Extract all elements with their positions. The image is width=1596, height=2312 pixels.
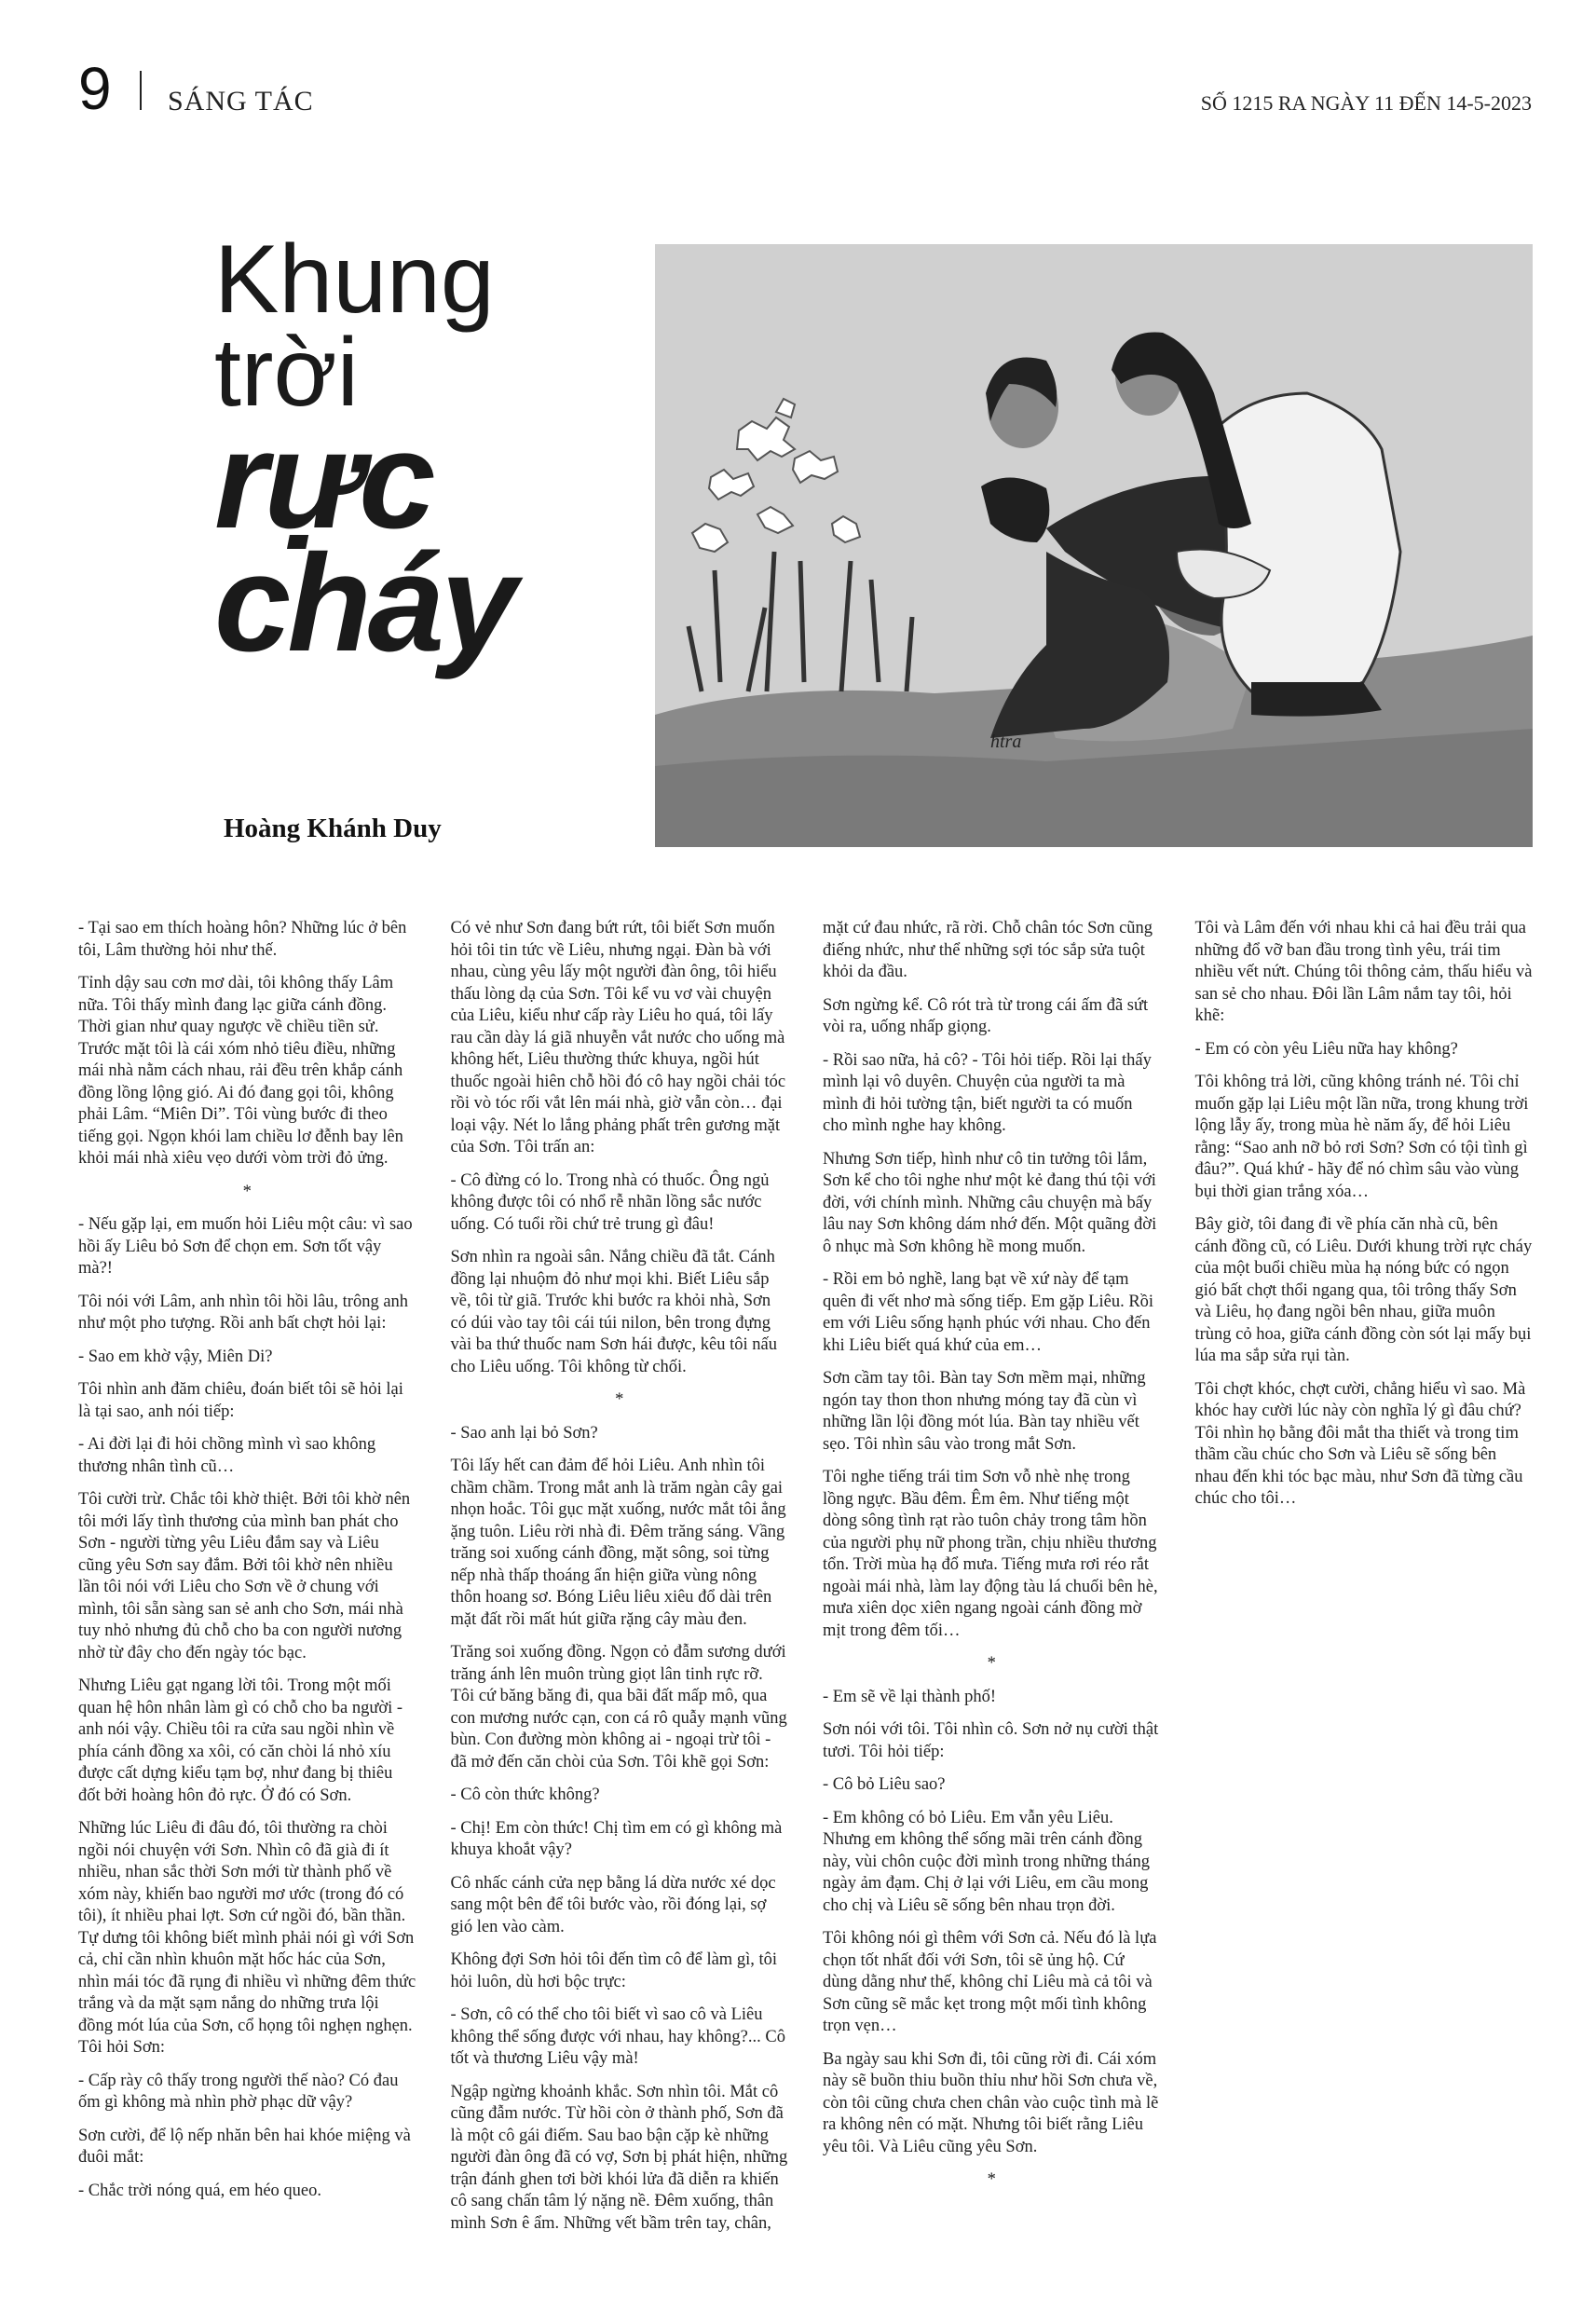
story-paragraph: Sơn nói với tôi. Tôi nhìn cô. Sơn nở nụ cười thật tươi. Tôi hỏi tiếp:: [823, 1720, 1159, 1761]
section-separator: *: [987, 1654, 996, 1673]
story-paragraph: Sơn ngừng kể. Cô rót trà từ trong cái ấm đã sứt vòi ra, uống nhấp giọng.: [823, 995, 1149, 1036]
story-paragraph: Ngập ngừng khoảnh khắc. Sơn nhìn tôi. Mắt cô cũng đẫm nước. Từ hồi còn ở thành phố, Sơn đã là một cô gái điếm. Sau bao bận cặp kè những người đàn ông đã có vợ, Sơn bị phát hiện, những trận đánh ghen tơi bời khói lửa đã diễn ra khiến cô sang chấn tâm lý nặng nề. Đêm xuống, thân mình Sơn ê ẩm. Những vết bầm trên tay, chân, mặt cứ đau nhức, rã rời. Chỗ chân tóc Sơn cũng điếng nhức, như thể những sợi tóc sắp sửa tuột khỏi da đầu.: [450, 919, 1153, 2233]
story-paragraph: Tôi nghe tiếng trái tim Sơn vỗ nhè nhẹ trong lồng ngực. Bầu đêm. Êm êm. Như tiếng một dòng sông tình rạt rào tuôn chảy trong tâm hồn của người phụ nữ phong trần, chịu nhiều thương tổn. Trời mùa hạ đổ mưa. Tiếng mưa rơi réo rắt ngoài mái nhà, làm lay động tàu lá chuối bên hè, mưa xiên dọc xiên ngang ngoài cánh đồng mờ mịt trong đêm tối…: [823, 1468, 1158, 1640]
title-line-2: trời: [214, 319, 359, 427]
story-paragraph: Cô nhấc cánh cửa nẹp bằng lá dừa nước xé dọc sang một bên để tôi bước vào, rồi đóng lại, sợ gió len vào càm.: [450, 1873, 776, 1936]
story-paragraph: - Cô bỏ Liêu sao?: [823, 1775, 946, 1794]
issue-info: SỐ 1215 RA NGÀY 11 ĐẾN 14-5-2023: [1200, 91, 1532, 115]
story-paragraph: - Chắc trời nóng quá, em héo queo.: [78, 2181, 322, 2200]
section-separator: *: [242, 1182, 252, 1201]
story-paragraph: - Em không có bỏ Liêu. Em vẫn yêu Liêu. Nhưng em không thể sống mãi trên cánh đồng này, vùi chôn cuộc đời mình trong những tháng ngày ảm đạm. Chị ở lại với Liêu, em cầu mong cho chị và Liêu sẽ sống bên nhau trọn đời.: [823, 1808, 1151, 1915]
author-name: Hoàng Khánh Duy: [224, 814, 442, 843]
story-paragraph: Sơn cười, để lộ nếp nhăn bên hai khóe miệng và đuôi mắt:: [78, 2126, 411, 2167]
story-paragraph: Sơn cầm tay tôi. Bàn tay Sơn mềm mại, những ngón tay thon thon nhưng móng tay đã cùn vì những lần lội đồng mót lúa. Bàn tay nhiều vết sẹo. Tôi nhìn sâu vào trong mắt Sơn.: [823, 1369, 1146, 1454]
woman-figure: [1214, 393, 1400, 699]
story-paragraph: - Em có còn yêu Liêu nữa hay không?: [1194, 1039, 1458, 1059]
story-paragraph: Tôi nhìn anh đăm chiêu, đoán biết tôi sẽ hỏi lại là tại sao, anh nói tiếp:: [78, 1380, 403, 1421]
story-paragraph: - Tại sao em thích hoàng hôn? Những lúc ở bên tôi, Lâm thường hỏi như thế.: [78, 919, 407, 960]
story-paragraph: Những lúc Liêu đi đâu đó, tôi thường ra chòi ngồi nói chuyện với Sơn. Nhìn cô đã già đi ít nhiều, nhan sắc thời Sơn mới từ thành phố về xóm này, khiến bao người mơ ước (trong đó có tôi), ít nhiều phai lợt. Sơn cứ ngồi đó, bần thần. Tự dưng tôi không biết mình phải nói gì với Sơn cả, chỉ cần nhìn khuôn mặt hốc hác của Sơn, nhìn mái tóc đã rụng đi nhiều vì những đêm thức trắng và da mặt sạm nắng do những trưa lội đồng mót lúa của Sơn, cổ họng tôi nghẹn nghẹn. Tôi hỏi Sơn:: [78, 1819, 416, 2057]
story-paragraph: Tôi chợt khóc, chợt cười, chẳng hiểu vì sao. Mà khóc hay cười lúc này còn nghĩa lý gì đâu chứ? Tôi nhìn họ bằng đôi mắt tha thiết và trong tim thầm cầu chúc cho Sơn và Liêu sẽ sống bên nhau đến khi tóc bạc màu, như Sơn đã từng cầu chúc cho tôi…: [1194, 1379, 1526, 1508]
story-paragraph: Nhưng Liêu gạt ngang lời tôi. Trong một mối quan hệ hôn nhân làm gì có chỗ cho ba người - anh nói vậy. Chiều tôi ra cửa sau ngồi nhìn về phía cánh đồng xa xôi, có căn chòi lá nhỏ xíu được cất dựng kiểu tạm bợ, như đang bị thiêu đốt bởi hoàng hôn đỏ rực. Ở đó có Sơn.: [78, 1676, 403, 1805]
story-paragraph: Có vẻ như Sơn đang bứt rứt, tôi biết Sơn muốn hỏi tôi tin tức về Liêu, nhưng ngại. Đàn bà với nhau, cùng yêu lấy một người đàn ông, tôi hiểu thấu lòng dạ của Sơn. Tôi kể vu vơ vài chuyện của Liêu, kiểu như cấp rày Liêu ho quá, tôi lấy rau cần dày lá giã nhuyễn vắt nước cho uống mà không hết, Liêu thường thức khuya, ngồi hút thuốc ngoài hiên chỗ hồi đó cô hay ngồi chải tóc rồi vò tóc rối vắt lên mái nhà, giờ vẫn còn… đại loại vậy. Nét lo lắng phảng phất trên gương mặt của Sơn. Tôi trấn an:: [450, 919, 786, 1156]
story-paragraph: - Sao em khờ vậy, Miên Di?: [78, 1347, 273, 1366]
story-paragraph: - Cô đừng có lo. Trong nhà có thuốc. Ông ngủ không được tôi có nhổ rễ nhãn lồng sắc nước uống. Có tuổi rồi chứ trẻ trung gì đâu!: [450, 1170, 770, 1234]
title-line-1: Khung: [214, 226, 495, 334]
page-header: [78, 56, 1532, 121]
section-title: SÁNG TÁC: [168, 86, 314, 116]
title-line-3: rực: [214, 404, 432, 557]
story-paragraph: - Cấp rày cô thấy trong người thế nào? Có đau ốm gì không mà nhìn phờ phạc dữ vậy?: [78, 2071, 399, 2112]
story-paragraph: Sơn nhìn ra ngoài sân. Nắng chiều đã tắt. Cánh đồng lại nhuộm đỏ như mọi khi. Biết Liêu sắp về, tôi từ giã. Trước khi bước ra khỏi nhà, Sơn có dúi vào tay tôi cái túi nilon, bên trong đựng vài ba thứ thuốc nam Sơn hái được, kêu tôi nấu cho Liêu uống. Tôi không từ chối.: [450, 1248, 777, 1376]
section-separator: *: [615, 1390, 624, 1409]
story-paragraph: Tôi không trả lời, cũng không tránh né. Tôi chỉ muốn gặp lại Liêu một lần nữa, trong khung trời lộng lẫy ấy, trong mùa hè năm ấy, để hỏi Liêu rằng: “Sao anh nỡ bỏ rơi Sơn? Sơn có tội tình gì đâu?”. Quá khứ - hãy để nó chìm sâu vào vùng bụi thời gian trắng xóa…: [1194, 1073, 1529, 1201]
story-body: [78, 918, 1533, 2241]
artist-signature: htra: [990, 732, 1022, 752]
story-paragraph: - Chị! Em còn thức! Chị tìm em có gì không mà khuya khoắt vậy?: [450, 1818, 783, 1859]
story-paragraph: - Rồi em bỏ nghề, lang bạt về xứ này để tạm quên đi vết nhơ mà sống tiếp. Em gặp Liêu. Rồi em với Liêu sống hạnh phúc với nhau. Cho đến khi Liêu biết quá khứ của em…: [823, 1270, 1154, 1355]
story-paragraph: Tôi cười trừ. Chắc tôi khờ thiệt. Bởi tôi khờ nên tôi mới lấy tình thương của mình ban phát cho Sơn - người từng yêu Liêu đắm say và Liêu cũng yêu Sơn say đắm. Bởi tôi khờ nên nhiều lần tôi nói với Liêu cho Sơn về ở chung với mình, tôi sẵn sàng san sẻ anh cho Sơn, mái nhà tuy nhỏ nhưng đủ chỗ cho ba con người nương nhờ từ đây cho đến ngày tóc bạc.: [78, 1490, 411, 1662]
story-paragraph: Tôi nói với Lâm, anh nhìn tôi hồi lâu, trông anh như một pho tượng. Rồi anh bất chợt hỏi lại:: [78, 1292, 409, 1333]
story-paragraph: Bây giờ, tôi đang đi về phía căn nhà cũ, bên cánh đồng cũ, có Liêu. Dưới khung trời rực cháy của một buổi chiều mùa hạ nóng bức có ngọn gió bất chợt thổi ngang qua, tôi trông thấy Sơn và Liêu, họ đang ngồi bên nhau, giữa muôn trùng cỏ hoa, giữa cánh đồng còn sót lại mấy bụi lúa ma sắp sửa rụi tàn.: [1194, 1215, 1533, 1365]
story-paragraph: - Ai đời lại đi hỏi chồng mình vì sao không thương nhân tình cũ…: [78, 1435, 376, 1476]
story-illustration: [655, 244, 1533, 847]
story-paragraph: Tỉnh dậy sau cơn mơ dài, tôi không thấy Lâm nữa. Tôi thấy mình đang lạc giữa cánh đồng. Thời gian như quay ngược về chiều tiền sử. Trước mặt tôi là cái xóm nhỏ tiêu điều, những mái nhà nằm cách nhau, rải đều trên khắp cánh đồng lồng lộng gió. Ai đó đang gọi tôi, không phải Lâm. “Miên Di”. Tôi vùng bước đi theo tiếng gọi. Ngọn khói lam chiều lơ đễnh bay lên khỏi mái nhà xiêu vẹo dưới vòm trời đỏ ửng.: [78, 974, 403, 1168]
story-paragraph: Nhưng Sơn tiếp, hình như cô tin tưởng tôi lắm, Sơn kể cho tôi nghe như một kẻ đang thú tội với đời, với chính mình. Những câu chuyện mà bấy lâu nay Sơn không dám nhớ đến. Một quãng đời ô nhục mà Sơn không hề mong muốn.: [823, 1149, 1157, 1256]
story-paragraph: - Sao anh lại bỏ Sơn?: [450, 1423, 598, 1443]
story-paragraph: Tôi không nói gì thêm với Sơn cả. Nếu đó là lựa chọn tốt nhất đối với Sơn, tôi sẽ ủng hộ. Cứ dùng dằng như thế, không chỉ Liêu mà cả tôi và Sơn cũng sẽ mắc kẹt trong một mối tình không trọn vẹn…: [823, 1929, 1157, 2035]
title-line-4: cháy: [214, 527, 514, 680]
story-paragraph: Trăng soi xuống đồng. Ngọn cỏ đẫm sương dưới trăng ánh lên muôn trùng giọt lân tinh rực rỡ. Tôi cứ băng băng đi, qua bãi đất mấp mô, qua con mương nước cạn, con cá rô quẫy mạnh vũng bùn. Con đường mòn không ai - ngoại trừ tôi - đã mở đến căn chòi của Sơn. Tôi khẽ gọi Sơn:: [450, 1643, 787, 1772]
page-number: 9: [78, 55, 112, 122]
story-paragraph: - Em sẽ về lại thành phố!: [823, 1687, 996, 1706]
story-paragraph: - Rồi sao nữa, hả cô? - Tôi hỏi tiếp. Rồi lại thấy mình lại vô duyên. Chuyện của người ta mà mình đi hỏi tường tận, biết người ta có muốn cho mình nghe hay không.: [823, 1050, 1152, 1135]
header-divider: [140, 71, 142, 110]
story-paragraph: Tôi lấy hết can đảm để hỏi Liêu. Anh nhìn tôi chầm chầm. Trong mắt anh là trăm ngàn cây gai nhọn hoắc. Tôi gục mặt xuống, nước mắt tôi ẳng ặng tuôn. Liêu rời nhà đi. Đêm trăng sáng. Vầng trăng soi xuống cánh đồng, mặt sông, soi từng nếp nhà thấp thoáng ẩn hiện giữa vùng nông thôn hoang sơ. Bóng Liêu liêu xiêu đổ dài trên mặt đất rồi mất hút giữa rặng cây màu đen.: [450, 1457, 786, 1629]
story-paragraph: Tôi và Lâm đến với nhau khi cả hai đều trải qua những đổ vỡ ban đầu trong tình yêu, trái tim nhiều vết nứt. Chúng tôi thông cảm, thấu hiểu và san sẻ cho nhau. Đôi lần Lâm nắm tay tôi, hỏi khẽ:: [1194, 919, 1533, 1025]
section-separator: *: [987, 2170, 996, 2189]
story-paragraph: - Nếu gặp lại, em muốn hỏi Liêu một câu: vì sao hồi ấy Liêu bỏ Sơn để chọn em. Sơn tốt vậy mà?!: [78, 1215, 413, 1278]
story-title: [214, 226, 652, 680]
story-paragraph: - Cô còn thức không?: [450, 1785, 600, 1804]
story-paragraph: Không đợi Sơn hỏi tôi đến tìm cô để làm gì, tôi hỏi luôn, dù hơi bộc trực:: [450, 1950, 777, 1991]
story-paragraph: - Sơn, cô có thể cho tôi biết vì sao cô và Liêu không thể sống được với nhau, hay không?... Cô tốt và thương Liêu vậy mà!: [450, 2005, 785, 2068]
story-paragraph: Ba ngày sau khi Sơn đi, tôi cũng rời đi. Cái xóm này sẽ buồn thiu buồn thỉu như hồi Sơn chưa về, còn tôi cũng chưa chen chân vào cuộc tình mà lẽ ra không nên có mặt. Nhưng tôi biết rằng Liêu yêu tôi. Và Liêu cũng yêu Sơn.: [823, 2049, 1159, 2156]
